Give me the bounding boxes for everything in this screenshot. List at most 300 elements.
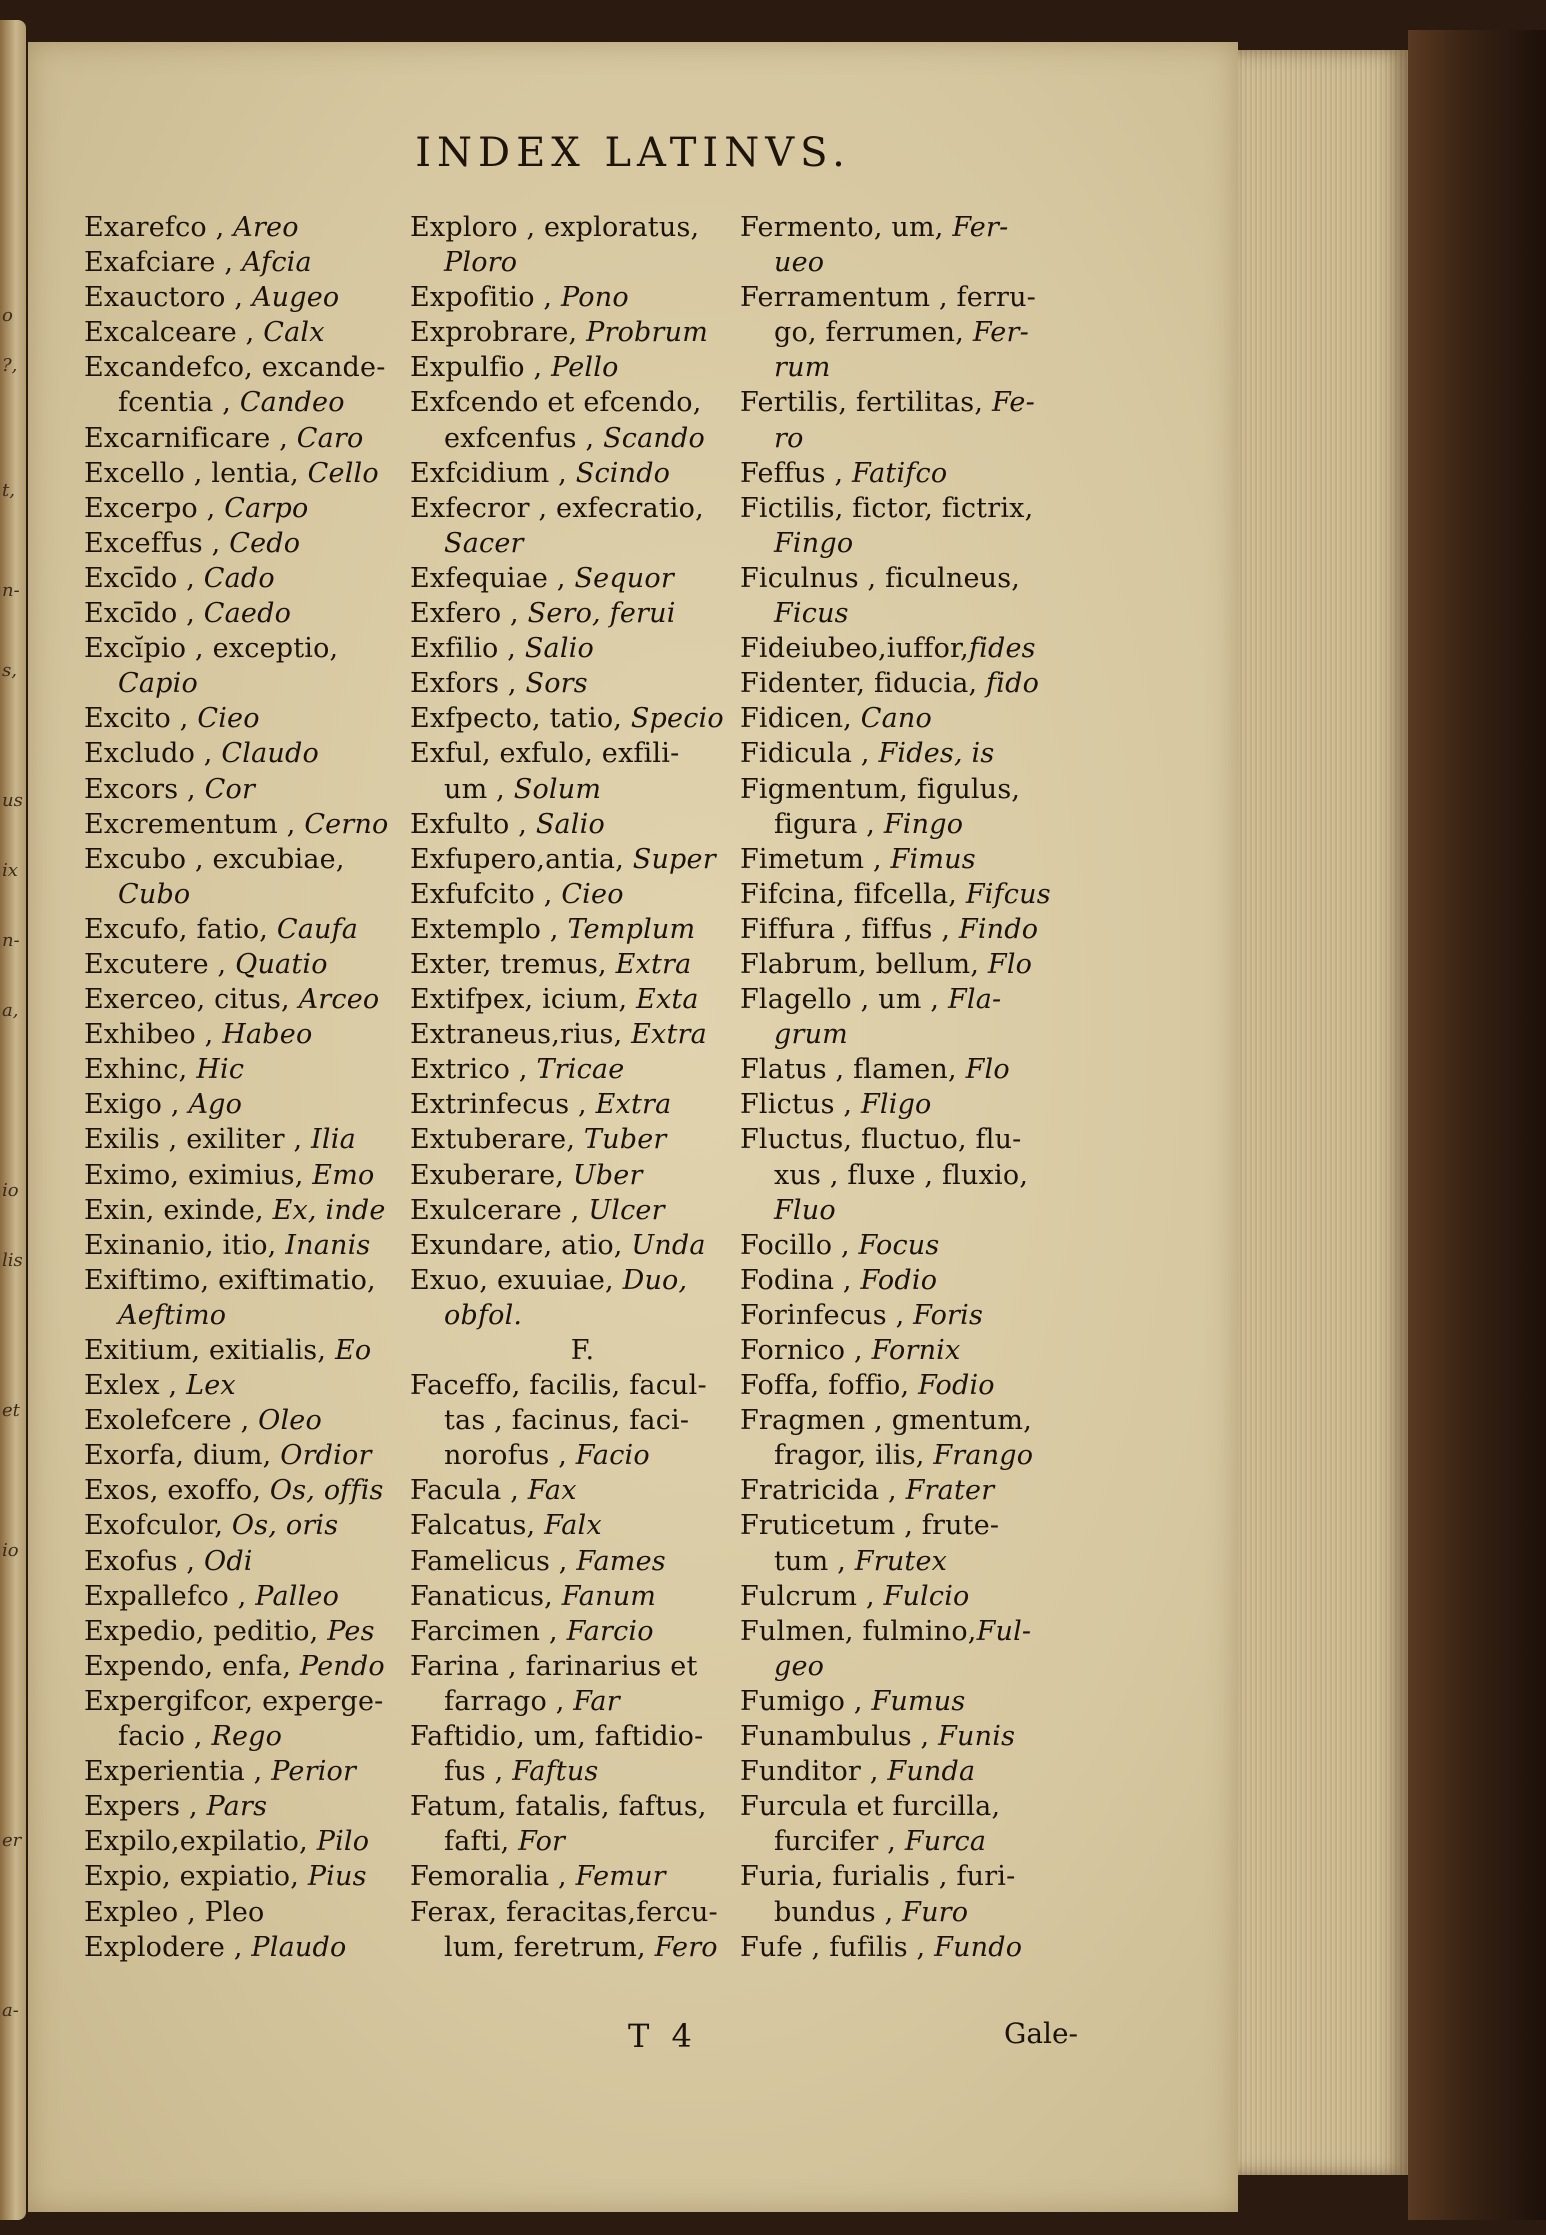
margin-fragment: a, bbox=[2, 1000, 19, 1021]
index-entry bbox=[740, 772, 1095, 807]
entry-text: xus , fluxe , fluxio, bbox=[774, 1159, 1029, 1191]
entry-text: fafti, bbox=[444, 1826, 519, 1858]
entry-reference: Fluo bbox=[774, 1194, 836, 1226]
entry-text: Flictus , bbox=[740, 1089, 861, 1121]
entry-reference: Fames bbox=[576, 1545, 666, 1577]
entry-reference: Cor bbox=[204, 773, 256, 805]
entry-reference: Fla- bbox=[947, 984, 1002, 1016]
entry-text: Exfupero,antia, bbox=[410, 843, 633, 875]
entry-text: Exerceo, citus, bbox=[84, 984, 299, 1016]
entry-reference: Cerno bbox=[304, 808, 389, 840]
entry-reference: Ulcer bbox=[588, 1194, 665, 1226]
entry-reference: Fumus bbox=[871, 1685, 966, 1717]
index-entry bbox=[740, 912, 1095, 947]
entry-reference: Palleo bbox=[255, 1580, 340, 1612]
index-entry bbox=[410, 350, 755, 385]
entry-reference: Caro bbox=[296, 422, 364, 454]
entry-reference: Pes bbox=[327, 1615, 375, 1647]
index-entry bbox=[410, 596, 755, 631]
index-entry bbox=[740, 1333, 1095, 1368]
entry-text: Exfequiae , bbox=[410, 562, 575, 594]
entry-reference: Rego bbox=[211, 1721, 283, 1753]
entry-reference: Findo bbox=[958, 913, 1039, 945]
index-entry bbox=[84, 1193, 424, 1228]
entry-text: Focillo , bbox=[740, 1229, 859, 1261]
entry-text: bundus , bbox=[774, 1896, 903, 1928]
index-entry bbox=[84, 596, 424, 631]
entry-reference: Flo bbox=[987, 948, 1033, 980]
entry-text: Exfors , bbox=[410, 668, 526, 700]
entry-reference: Fifcus bbox=[965, 878, 1051, 910]
index-entry bbox=[410, 982, 755, 1017]
entry-text: Falcatus, bbox=[410, 1510, 545, 1542]
entry-text: Excubo , excubiae, bbox=[84, 843, 345, 875]
entry-reference: Unda bbox=[631, 1229, 706, 1261]
entry-text: Fumigo , bbox=[740, 1685, 872, 1717]
index-entry bbox=[84, 315, 424, 350]
index-entry bbox=[84, 350, 424, 385]
entry-text: Exofculor, bbox=[84, 1510, 232, 1542]
index-entry bbox=[410, 1333, 755, 1368]
index-entry bbox=[740, 561, 1095, 596]
entry-text: Fifcina, fifcella, bbox=[740, 878, 966, 910]
entry-text: Expallefco , bbox=[84, 1580, 256, 1612]
entry-text: Flagello , um , bbox=[740, 984, 948, 1016]
index-entry bbox=[740, 1087, 1095, 1122]
entry-reference: fides bbox=[968, 633, 1036, 665]
entry-text: Extrinfecus , bbox=[410, 1089, 596, 1121]
index-entry bbox=[84, 1508, 424, 1543]
index-entry bbox=[740, 280, 1095, 315]
index-entry bbox=[740, 877, 1095, 912]
entry-reference: Furca bbox=[904, 1826, 987, 1858]
margin-fragment: ix bbox=[2, 860, 18, 881]
index-entry bbox=[740, 421, 1095, 456]
index-entry bbox=[84, 1684, 424, 1719]
index-entry bbox=[410, 1438, 755, 1473]
entry-reference: Frutex bbox=[854, 1545, 948, 1577]
index-entry bbox=[410, 1824, 755, 1859]
entry-text: Fulmen, fulmino, bbox=[740, 1615, 977, 1647]
index-entry bbox=[410, 1403, 755, 1438]
previous-page-edge bbox=[0, 20, 26, 2220]
entry-text: Exfero , bbox=[410, 598, 528, 630]
entry-text: Facula , bbox=[410, 1475, 528, 1507]
margin-fragment: n- bbox=[2, 930, 20, 951]
index-entry bbox=[84, 491, 424, 526]
entry-reference: Claudo bbox=[221, 738, 319, 770]
index-column-3 bbox=[740, 210, 1095, 1965]
index-entry bbox=[84, 1473, 424, 1508]
index-entry bbox=[84, 1544, 424, 1579]
index-entry bbox=[84, 1930, 424, 1965]
entry-reference: Aeftimo bbox=[118, 1299, 227, 1331]
entry-text: Fodina , bbox=[740, 1264, 861, 1296]
entry-reference: Caedo bbox=[203, 598, 292, 630]
index-entry bbox=[84, 1368, 424, 1403]
entry-reference: Plaudo bbox=[251, 1931, 347, 1963]
entry-reference: Os, oris bbox=[231, 1510, 339, 1542]
entry-text: Femoralia , bbox=[410, 1861, 576, 1893]
index-entry bbox=[84, 421, 424, 456]
entry-text: Exhinc, bbox=[84, 1054, 197, 1086]
entry-text: um , bbox=[444, 773, 514, 805]
entry-text: Exfufcito , bbox=[410, 878, 562, 910]
index-entry bbox=[410, 245, 755, 280]
index-entry bbox=[84, 1824, 424, 1859]
index-entry bbox=[740, 245, 1095, 280]
entry-reference: Flo bbox=[965, 1054, 1010, 1086]
entry-text: Exulcerare , bbox=[410, 1194, 589, 1226]
index-entry bbox=[740, 1544, 1095, 1579]
entry-reference: grum bbox=[774, 1019, 848, 1051]
entry-reference: Super bbox=[632, 843, 716, 875]
index-entry bbox=[740, 842, 1095, 877]
entry-text: Exter, tremus, bbox=[410, 948, 616, 980]
entry-text: norofus , bbox=[444, 1440, 576, 1472]
entry-text: Expofitio , bbox=[410, 282, 561, 314]
entry-text: Exigo , bbox=[84, 1089, 189, 1121]
entry-reference: Salio bbox=[535, 808, 605, 840]
index-entry bbox=[740, 1017, 1095, 1052]
index-entry bbox=[410, 1789, 755, 1824]
entry-reference: Fodio bbox=[860, 1264, 938, 1296]
catchword: Gale- bbox=[1003, 2017, 1078, 2050]
entry-reference: Uber bbox=[572, 1159, 643, 1191]
index-entry bbox=[740, 1368, 1095, 1403]
index-entry bbox=[410, 1895, 755, 1930]
entry-reference: fido bbox=[986, 668, 1040, 700]
entry-text: fragor, ilis, bbox=[774, 1440, 934, 1472]
entry-text: Excufo, fatio, bbox=[84, 913, 277, 945]
entry-text: Excito , bbox=[84, 703, 198, 735]
entry-reference: Ordior bbox=[280, 1440, 372, 1472]
entry-reference: Salio bbox=[524, 633, 594, 665]
entry-reference: Specio bbox=[630, 703, 724, 735]
entry-reference: Ilia bbox=[311, 1124, 356, 1156]
entry-reference: Duo, bbox=[622, 1264, 688, 1296]
entry-reference: Extra bbox=[615, 948, 692, 980]
index-entry bbox=[84, 877, 424, 912]
entry-reference: Femur bbox=[575, 1861, 666, 1893]
entry-reference: Ago bbox=[188, 1089, 243, 1121]
entry-text: Extuberare, bbox=[410, 1124, 584, 1156]
entry-text: fcentia , bbox=[118, 387, 240, 419]
margin-fragment: ?, bbox=[2, 355, 18, 376]
entry-text: Eximo, eximius, bbox=[84, 1159, 313, 1191]
entry-reference: Exta bbox=[636, 984, 699, 1016]
index-entry bbox=[740, 596, 1095, 631]
index-entry bbox=[410, 1158, 755, 1193]
entry-text: Extraneus,rius, bbox=[410, 1019, 632, 1051]
index-entry bbox=[740, 1508, 1095, 1543]
entry-reference: Candeo bbox=[239, 387, 345, 419]
index-entry bbox=[410, 1508, 755, 1543]
margin-fragment: t, bbox=[2, 480, 15, 501]
entry-text: Extifpex, icium, bbox=[410, 984, 637, 1016]
entry-text: Foffa, foffio, bbox=[740, 1370, 919, 1402]
index-entry bbox=[740, 1579, 1095, 1614]
index-entry bbox=[410, 1017, 755, 1052]
entry-text: Exolefcere , bbox=[84, 1405, 259, 1437]
index-entry bbox=[740, 1158, 1095, 1193]
entry-text: Ferax, feracitas,fercu- bbox=[410, 1896, 718, 1928]
entry-reference: Arceo bbox=[298, 984, 380, 1016]
index-entry bbox=[410, 807, 755, 842]
entry-text: Ficulnus , ficulneus, bbox=[740, 562, 1021, 594]
index-entry bbox=[84, 245, 424, 280]
index-entry bbox=[84, 701, 424, 736]
entry-reference: Funda bbox=[887, 1756, 976, 1788]
entry-reference: geo bbox=[774, 1650, 825, 1682]
index-entry bbox=[84, 1298, 424, 1333]
entry-text: Fratricida , bbox=[740, 1475, 906, 1507]
entry-text: Excandefco, excande- bbox=[84, 352, 386, 384]
index-entry bbox=[410, 1719, 755, 1754]
entry-reference: Furo bbox=[902, 1896, 969, 1928]
entry-reference: Lex bbox=[186, 1370, 236, 1402]
entry-reference: Pius bbox=[307, 1861, 367, 1893]
entry-reference: Scando bbox=[603, 422, 705, 454]
index-entry bbox=[410, 631, 755, 666]
entry-reference: Fer- bbox=[952, 212, 1009, 243]
index-entry bbox=[84, 1087, 424, 1122]
entry-text: Fufe , fufilis , bbox=[740, 1931, 935, 1963]
margin-fragment: a- bbox=[2, 2000, 19, 2021]
entry-text: Fertilis, fertilitas, bbox=[740, 387, 992, 419]
page-header: INDEX LATINVS. bbox=[415, 130, 851, 176]
entry-reference: Fer- bbox=[972, 317, 1029, 349]
entry-reference: Quatio bbox=[235, 948, 328, 980]
index-column-2 bbox=[410, 210, 755, 1965]
entry-reference: ro bbox=[774, 422, 804, 454]
entry-reference: Areo bbox=[233, 212, 299, 243]
entry-reference: Fe- bbox=[991, 387, 1035, 419]
entry-reference: Faftus bbox=[512, 1756, 599, 1788]
index-entry bbox=[740, 1122, 1095, 1157]
entry-reference: Fero bbox=[654, 1931, 718, 1963]
entry-text: Expendo, enfa, bbox=[84, 1650, 300, 1682]
entry-reference: Afcia bbox=[241, 247, 312, 279]
index-entry bbox=[410, 912, 755, 947]
entry-reference: Extra bbox=[595, 1089, 672, 1121]
entry-text: Exfcidium , bbox=[410, 457, 576, 489]
entry-reference: Sors bbox=[525, 668, 588, 700]
entry-text: Experientia , bbox=[84, 1756, 272, 1788]
entry-reference: Ficus bbox=[774, 598, 849, 630]
entry-reference: Cubo bbox=[118, 878, 191, 910]
entry-text: Fornico , bbox=[740, 1335, 872, 1366]
entry-text: Flatus , flamen, bbox=[740, 1054, 966, 1086]
entry-reference: Inanis bbox=[285, 1229, 371, 1261]
entry-reference: Cieo bbox=[561, 878, 624, 910]
index-entry bbox=[84, 1859, 424, 1894]
entry-reference: Pendo bbox=[299, 1650, 385, 1682]
entry-text: Exafciare , bbox=[84, 247, 242, 279]
index-entry bbox=[410, 877, 755, 912]
index-column-1 bbox=[84, 210, 424, 1965]
index-entry bbox=[740, 1824, 1095, 1859]
index-entry bbox=[84, 736, 424, 771]
entry-text: Expergifcor, experge- bbox=[84, 1685, 384, 1717]
index-entry bbox=[740, 385, 1095, 420]
entry-text: Exlex , bbox=[84, 1370, 187, 1402]
entry-text: Fidicula , bbox=[740, 738, 879, 770]
entry-reference: Os, offis bbox=[269, 1475, 384, 1507]
entry-reference: Hic bbox=[196, 1054, 245, 1086]
index-entry bbox=[410, 1614, 755, 1649]
entry-reference: Fides, is bbox=[878, 738, 995, 770]
entry-reference: Pars bbox=[206, 1791, 268, 1823]
entry-reference: Carpo bbox=[224, 492, 309, 524]
entry-text: Excĭpio , exceptio, bbox=[84, 633, 339, 665]
index-entry bbox=[410, 526, 755, 561]
index-entry bbox=[410, 1368, 755, 1403]
index-entry bbox=[740, 1789, 1095, 1824]
index-entry bbox=[410, 491, 755, 526]
index-entry bbox=[84, 1719, 424, 1754]
entry-reference: Emo bbox=[312, 1159, 375, 1191]
index-entry bbox=[740, 666, 1095, 701]
entry-text: Fimetum , bbox=[740, 843, 891, 875]
index-entry bbox=[740, 526, 1095, 561]
entry-text: Figmentum, figulus, bbox=[740, 773, 1021, 805]
index-entry bbox=[410, 1193, 755, 1228]
entry-text: Fulcrum , bbox=[740, 1580, 884, 1612]
margin-fragment: us bbox=[2, 790, 23, 811]
entry-text: Fidicen, bbox=[740, 703, 861, 735]
index-entry bbox=[410, 701, 755, 736]
index-entry bbox=[84, 1614, 424, 1649]
entry-text: Exploro , exploratus, bbox=[410, 212, 700, 243]
entry-text: Fiffura , fiffus , bbox=[740, 913, 959, 945]
entry-reference: ueo bbox=[774, 247, 825, 279]
entry-text: Expulfio , bbox=[410, 352, 552, 384]
index-entry bbox=[740, 315, 1095, 350]
entry-text: Ferramentum , ferru- bbox=[740, 282, 1037, 314]
index-entry bbox=[740, 456, 1095, 491]
entry-text: Fermento, um, bbox=[740, 212, 953, 243]
entry-text: Forinfecus , bbox=[740, 1299, 914, 1331]
margin-fragment: io bbox=[2, 1180, 19, 1201]
entry-reference: Tricae bbox=[536, 1054, 625, 1086]
index-entry bbox=[410, 736, 755, 771]
entry-text: Expedio, peditio, bbox=[84, 1615, 328, 1647]
entry-text: Extrico , bbox=[410, 1054, 537, 1086]
entry-reference: Focus bbox=[858, 1229, 940, 1261]
entry-reference: Cello bbox=[307, 457, 379, 489]
entry-text: Excludo , bbox=[84, 738, 222, 770]
entry-text: Expilo,expilatio, bbox=[84, 1826, 317, 1858]
entry-reference: Fax bbox=[527, 1475, 577, 1507]
entry-text: furcifer , bbox=[774, 1826, 905, 1858]
index-entry bbox=[410, 1228, 755, 1263]
entry-text: Exinanio, itio, bbox=[84, 1229, 286, 1261]
entry-text: Farina , farinarius et bbox=[410, 1650, 698, 1682]
entry-text: Excello , lentia, bbox=[84, 457, 308, 489]
entry-text: Excerpo , bbox=[84, 492, 225, 524]
entry-text: Famelicus , bbox=[410, 1545, 577, 1577]
index-entry bbox=[84, 210, 424, 245]
entry-reference: Perior bbox=[271, 1756, 357, 1788]
index-entry bbox=[84, 280, 424, 315]
index-entry bbox=[410, 385, 755, 420]
entry-reference: Frater bbox=[905, 1475, 995, 1507]
index-entry bbox=[84, 666, 424, 701]
index-entry bbox=[410, 1754, 755, 1789]
entry-text: Fidenter, fiducia, bbox=[740, 668, 987, 700]
entry-text: farrago , bbox=[444, 1685, 574, 1717]
entry-text: facio , bbox=[118, 1721, 212, 1753]
entry-reference: Ful- bbox=[976, 1615, 1032, 1647]
entry-text: Fictilis, fictor, fictrix, bbox=[740, 492, 1034, 524]
margin-fragment: er bbox=[2, 1830, 22, 1851]
index-entry bbox=[84, 772, 424, 807]
index-entry bbox=[410, 1684, 755, 1719]
index-entry bbox=[84, 1228, 424, 1263]
entry-text: Exprobrare, bbox=[410, 317, 587, 349]
index-entry bbox=[84, 1263, 424, 1298]
entry-text: figura , bbox=[774, 808, 884, 840]
entry-reference: Ex, inde bbox=[272, 1194, 386, 1226]
entry-reference: Pello bbox=[551, 352, 619, 384]
entry-reference: Eo bbox=[334, 1335, 372, 1366]
index-entry bbox=[84, 561, 424, 596]
index-entry bbox=[740, 1649, 1095, 1684]
entry-reference: Augeo bbox=[251, 282, 340, 314]
entry-reference: Fatifco bbox=[852, 457, 948, 489]
entry-text: Exofus , bbox=[84, 1545, 204, 1577]
entry-text: Funditor , bbox=[740, 1756, 888, 1788]
page-stack-edge bbox=[1238, 50, 1408, 2175]
index-entry bbox=[84, 1122, 424, 1157]
entry-text: fus , bbox=[444, 1756, 513, 1788]
entry-reference: Capio bbox=[118, 668, 198, 700]
entry-text: Excīdo , bbox=[84, 598, 204, 630]
index-entry bbox=[84, 842, 424, 877]
entry-reference: Frango bbox=[933, 1440, 1034, 1472]
entry-reference: Solum bbox=[513, 773, 602, 805]
entry-reference: Habeo bbox=[222, 1019, 313, 1051]
entry-reference: Fligo bbox=[860, 1089, 932, 1121]
entry-text: Flabrum, bellum, bbox=[740, 948, 988, 980]
index-entry bbox=[84, 631, 424, 666]
signature-mark: T 4 bbox=[628, 2017, 698, 2055]
entry-reference: Fingo bbox=[774, 527, 854, 559]
entry-text: Exfulto , bbox=[410, 808, 536, 840]
index-entry bbox=[84, 807, 424, 842]
index-entry bbox=[410, 1649, 755, 1684]
entry-text: Exuberare, bbox=[410, 1159, 573, 1191]
index-entry bbox=[84, 912, 424, 947]
entry-reference: Ploro bbox=[444, 247, 518, 279]
index-entry bbox=[410, 1122, 755, 1157]
index-entry bbox=[84, 982, 424, 1017]
index-entry bbox=[410, 772, 755, 807]
entry-text: Exilis , exiliter , bbox=[84, 1124, 312, 1156]
entry-text: lum, feretrum, bbox=[444, 1931, 655, 1963]
index-entry bbox=[740, 1052, 1095, 1087]
entry-text: Fideiubeo,iuffor, bbox=[740, 633, 969, 665]
entry-text: Fragmen , gmentum, bbox=[740, 1405, 1033, 1437]
index-entry bbox=[740, 1263, 1095, 1298]
entry-reference: Cedo bbox=[229, 527, 301, 559]
entry-reference: Pilo bbox=[316, 1826, 370, 1858]
entry-reference: Cado bbox=[203, 562, 275, 594]
entry-text: Exos, exoffo, bbox=[84, 1475, 270, 1507]
margin-fragment: et bbox=[2, 1400, 20, 1421]
index-entry bbox=[410, 561, 755, 596]
